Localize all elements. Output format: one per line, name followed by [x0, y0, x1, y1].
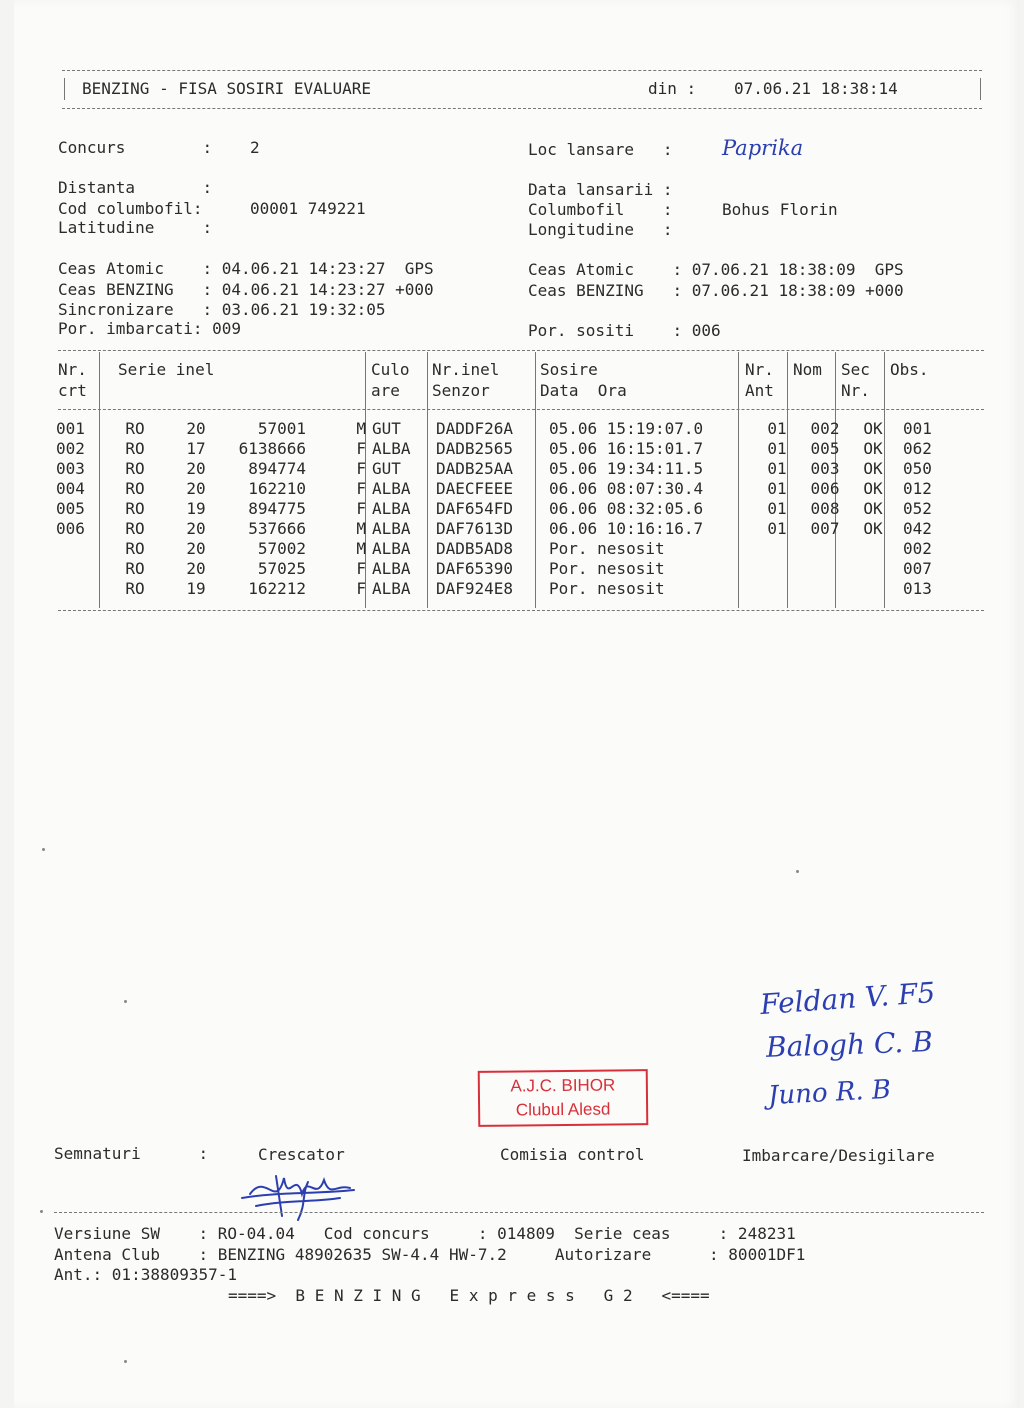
- table-row: [56, 478, 963, 498]
- cell-an: 20: [186, 478, 206, 498]
- footer-rule: [54, 1212, 984, 1213]
- report-date-label: din :: [648, 79, 697, 98]
- footer-banner: ====> B E N Z I N G E x p r e s s G 2 <====: [228, 1286, 710, 1305]
- cell-nom: 007: [810, 518, 840, 538]
- cell-obs: 002: [903, 538, 932, 558]
- th-nom: Nom: [793, 360, 822, 379]
- cell-nom: 005: [810, 438, 840, 458]
- cell-nr: [56, 578, 100, 598]
- header-bottom-rule: [62, 108, 982, 109]
- clock-right-row2: Ceas BENZING : 07.06.21 18:38:09 +000: [528, 281, 904, 300]
- th-ant: Ant: [745, 381, 774, 400]
- cell-an: 20: [186, 558, 206, 578]
- cell-tara: RO: [125, 498, 145, 518]
- cell-tara: RO: [125, 478, 145, 498]
- cell-sosire: Por. nesosit: [549, 538, 665, 558]
- table-row: [56, 538, 963, 558]
- table-row: [56, 498, 963, 518]
- cell-obs: 052: [903, 498, 932, 518]
- cell-sex: F: [356, 498, 366, 518]
- cell-sec: OK: [863, 518, 883, 538]
- cell-senzor: DADDF26A: [436, 418, 514, 438]
- report-title: BENZING - FISA SOSIRI EVALUARE: [82, 79, 371, 98]
- cell-culoare: ALBA: [372, 478, 411, 498]
- th-nr-inel: Nr.inel: [432, 360, 500, 379]
- cell-an: 20: [186, 518, 206, 538]
- cell-an: 20: [186, 458, 206, 478]
- cell-obs: 007: [903, 558, 932, 578]
- cell-obs: 062: [903, 438, 932, 458]
- cell-culoare: ALBA: [372, 438, 411, 458]
- footer-line-1: Versiune SW : RO-04.04 Cod concurs : 014809 Serie ceas : 248231: [54, 1224, 796, 1243]
- th-culoare-2: are: [371, 381, 400, 400]
- clock-right-row1: Ceas Atomic : 07.06.21 18:38:09 GPS: [528, 260, 904, 279]
- cell-an: 19: [186, 498, 206, 518]
- cell-obs: 050: [903, 458, 932, 478]
- stamp-line-1: A.J.C. BIHOR: [510, 1075, 616, 1096]
- cell-obs: 001: [903, 418, 932, 438]
- cell-tara: RO: [125, 578, 145, 598]
- clock-right-row4: Por. sositi : 006: [528, 321, 721, 340]
- th-data-ora: Data Ora: [540, 381, 627, 400]
- arrivals-table: [56, 418, 963, 598]
- cell-ant: 01: [767, 498, 787, 518]
- loc-lansare-value: Paprika: [722, 136, 804, 160]
- cell-culoare: ALBA: [372, 558, 411, 578]
- cell-senzor: DADB2565: [436, 438, 514, 458]
- cell-sec: OK: [863, 478, 883, 498]
- cell-sec: OK: [863, 458, 883, 478]
- table-header-rule: [58, 409, 984, 410]
- cell-tara: RO: [125, 558, 145, 578]
- cell-tara: RO: [125, 418, 145, 438]
- cell-inel: 162212: [248, 578, 306, 598]
- concurs-value: 2: [250, 138, 260, 157]
- clock-left-row1: Ceas Atomic : 04.06.21 14:23:27 GPS: [58, 259, 434, 278]
- cell-ant: [753, 578, 801, 598]
- cell-ant: [753, 538, 801, 558]
- header-right-border: [980, 78, 981, 100]
- cell-inel: 57025: [257, 558, 306, 578]
- cell-ant: 01: [767, 518, 787, 538]
- cell-sosire: 05.06 16:15:01.7: [549, 438, 704, 458]
- handwritten-name-2: Balogh C. B: [765, 1025, 934, 1064]
- cell-an: 19: [186, 578, 206, 598]
- cell-sosire: 06.06 08:32:05.6: [549, 498, 704, 518]
- table-row: [56, 418, 963, 438]
- cell-sosire: 06.06 08:07:30.4: [549, 478, 704, 498]
- cell-sec: [849, 558, 897, 578]
- cell-sosire: 05.06 15:19:07.0: [549, 418, 704, 438]
- table-bottom-rule: [58, 610, 984, 611]
- table-row: [56, 458, 963, 478]
- scan-speck: [40, 1210, 43, 1213]
- cell-senzor: DAECFEEE: [436, 478, 514, 498]
- cell-sec: [849, 538, 897, 558]
- cell-culoare: ALBA: [372, 498, 411, 518]
- cell-sec: OK: [863, 418, 883, 438]
- cell-ant: 01: [767, 418, 787, 438]
- scan-speck: [42, 848, 45, 851]
- th-sosire: Sosire: [540, 360, 598, 379]
- cell-inel: 894774: [248, 458, 306, 478]
- table-row: [56, 518, 963, 538]
- table-row: [56, 578, 963, 598]
- clock-left-row3: Sincronizare : 03.06.21 19:32:05: [58, 300, 386, 319]
- scan-speck: [124, 1000, 127, 1003]
- cell-nom: 003: [810, 458, 840, 478]
- cell-culoare: GUT: [372, 458, 401, 478]
- imbarcare-label: Imbarcare/Desigilare: [742, 1146, 935, 1165]
- cell-sec: [849, 578, 897, 598]
- footer-line-2: Antena Club : BENZING 48902635 SW-4.4 HW-7.2 Autorizare : 80001DF1: [54, 1245, 806, 1264]
- cell-nom: [801, 558, 849, 578]
- cell-ant: 01: [767, 458, 787, 478]
- th-senzor: Senzor: [432, 381, 490, 400]
- distanta-label: Distanta :: [58, 178, 213, 197]
- cell-tara: RO: [125, 458, 145, 478]
- cell-sex: M: [356, 538, 366, 558]
- cell-tara: RO: [125, 438, 145, 458]
- cell-inel: 894775: [248, 498, 306, 518]
- cell-an: 17: [186, 438, 206, 458]
- footer-line-3: Ant.: 01:38809357-1: [54, 1265, 238, 1284]
- comisia-control-label: Comisia control: [500, 1145, 645, 1164]
- cell-sec: OK: [863, 498, 883, 518]
- concurs-label: Concurs :: [58, 138, 213, 157]
- cell-senzor: DAF7613D: [436, 518, 514, 538]
- cell-obs: 042: [903, 518, 932, 538]
- scan-speck: [796, 870, 799, 873]
- cell-sosire: 05.06 19:34:11.5: [549, 458, 704, 478]
- cell-ant: 01: [767, 478, 787, 498]
- scan-speck: [124, 1360, 127, 1363]
- columbofil-value: Bohus Florin: [722, 200, 838, 219]
- cell-obs: 013: [903, 578, 932, 598]
- cell-obs: 012: [903, 478, 932, 498]
- cell-senzor: DAF654FD: [436, 498, 514, 518]
- longitudine-label: Longitudine :: [528, 220, 673, 239]
- cell-sosire: Por. nesosit: [549, 578, 665, 598]
- cell-inel: 57001: [257, 418, 306, 438]
- cell-nr: [56, 538, 100, 558]
- handwritten-name-3: Juno R. B: [767, 1074, 892, 1112]
- cell-culoare: ALBA: [372, 538, 411, 558]
- report-date-value: 07.06.21 18:38:14: [734, 79, 898, 98]
- cell-nr: 001: [56, 418, 85, 438]
- cell-senzor: DAF65390: [436, 558, 514, 578]
- cell-nom: [801, 538, 849, 558]
- cell-sex: F: [356, 438, 366, 458]
- cell-sec: OK: [863, 438, 883, 458]
- cell-tara: RO: [125, 518, 145, 538]
- cell-nom: [801, 578, 849, 598]
- cell-nr: [56, 558, 100, 578]
- cell-senzor: DADB25AA: [436, 458, 514, 478]
- cell-sosire: 06.06 10:16:16.7: [549, 518, 704, 538]
- cell-culoare: ALBA: [372, 578, 411, 598]
- cell-sex: F: [356, 478, 366, 498]
- cell-sex: F: [356, 458, 366, 478]
- cell-senzor: DADB5AD8: [436, 538, 514, 558]
- cell-ant: [753, 558, 801, 578]
- cell-nom: 002: [810, 418, 840, 438]
- cell-sosire: Por. nesosit: [549, 558, 665, 578]
- th-sec: Sec: [841, 360, 870, 379]
- cell-nr: 006: [56, 518, 85, 538]
- cell-sex: F: [356, 578, 366, 598]
- cell-inel: 537666: [248, 518, 306, 538]
- cell-an: 20: [186, 418, 206, 438]
- stamp-line-2: Clubul Alesd: [515, 1099, 611, 1120]
- cell-nr: 002: [56, 438, 85, 458]
- th-culoare: Culo: [371, 360, 410, 379]
- th-sec-nr: Nr.: [841, 381, 870, 400]
- crescator-signature: [236, 1164, 360, 1226]
- semnaturi-label: Semnaturi :: [54, 1144, 209, 1163]
- cell-ant: 01: [767, 438, 787, 458]
- club-stamp: [478, 1069, 649, 1127]
- cell-nr: 004: [56, 478, 85, 498]
- loc-lansare-label: Loc lansare :: [528, 140, 673, 159]
- cell-inel: 162210: [248, 478, 306, 498]
- cell-nr: 003: [56, 458, 85, 478]
- columbofil-label: Columbofil :: [528, 200, 673, 219]
- cell-inel: 6138666: [238, 438, 306, 458]
- cell-culoare: ALBA: [372, 518, 411, 538]
- cell-inel: 57002: [257, 538, 306, 558]
- th-crt: crt: [58, 381, 87, 400]
- handwritten-name-1: Feldan V. F5: [759, 975, 937, 1022]
- cell-nom: 006: [810, 478, 840, 498]
- table-top-rule: [58, 350, 984, 351]
- cell-nr: 005: [56, 498, 85, 518]
- cell-an: 20: [186, 538, 206, 558]
- cell-tara: RO: [125, 538, 145, 558]
- table-row: [56, 558, 963, 578]
- latitudine-label: Latitudine :: [58, 218, 213, 237]
- th-obs: Obs.: [890, 360, 929, 379]
- cod-columbofil-label: Cod columbofil:: [58, 199, 203, 218]
- header-left-border: [64, 78, 65, 100]
- th-nr-ant: Nr.: [745, 360, 774, 379]
- table-row: [56, 438, 963, 458]
- cell-sex: F: [356, 558, 366, 578]
- header-top-rule: [62, 70, 982, 71]
- data-lansarii-label: Data lansarii :: [528, 180, 673, 199]
- cell-culoare: GUT: [372, 418, 401, 438]
- clock-left-row4: Por. imbarcati: 009: [58, 319, 242, 338]
- clock-left-row2: Ceas BENZING : 04.06.21 14:23:27 +000: [58, 280, 434, 299]
- cell-sex: M: [356, 518, 366, 538]
- cod-columbofil-value: 00001 749221: [250, 199, 366, 218]
- cell-nom: 008: [810, 498, 840, 518]
- crescator-label: Crescator: [258, 1145, 345, 1164]
- cell-sex: M: [356, 418, 366, 438]
- th-serie-inel: Serie inel: [118, 360, 215, 379]
- cell-senzor: DAF924E8: [436, 578, 514, 598]
- th-nr: Nr.: [58, 360, 87, 379]
